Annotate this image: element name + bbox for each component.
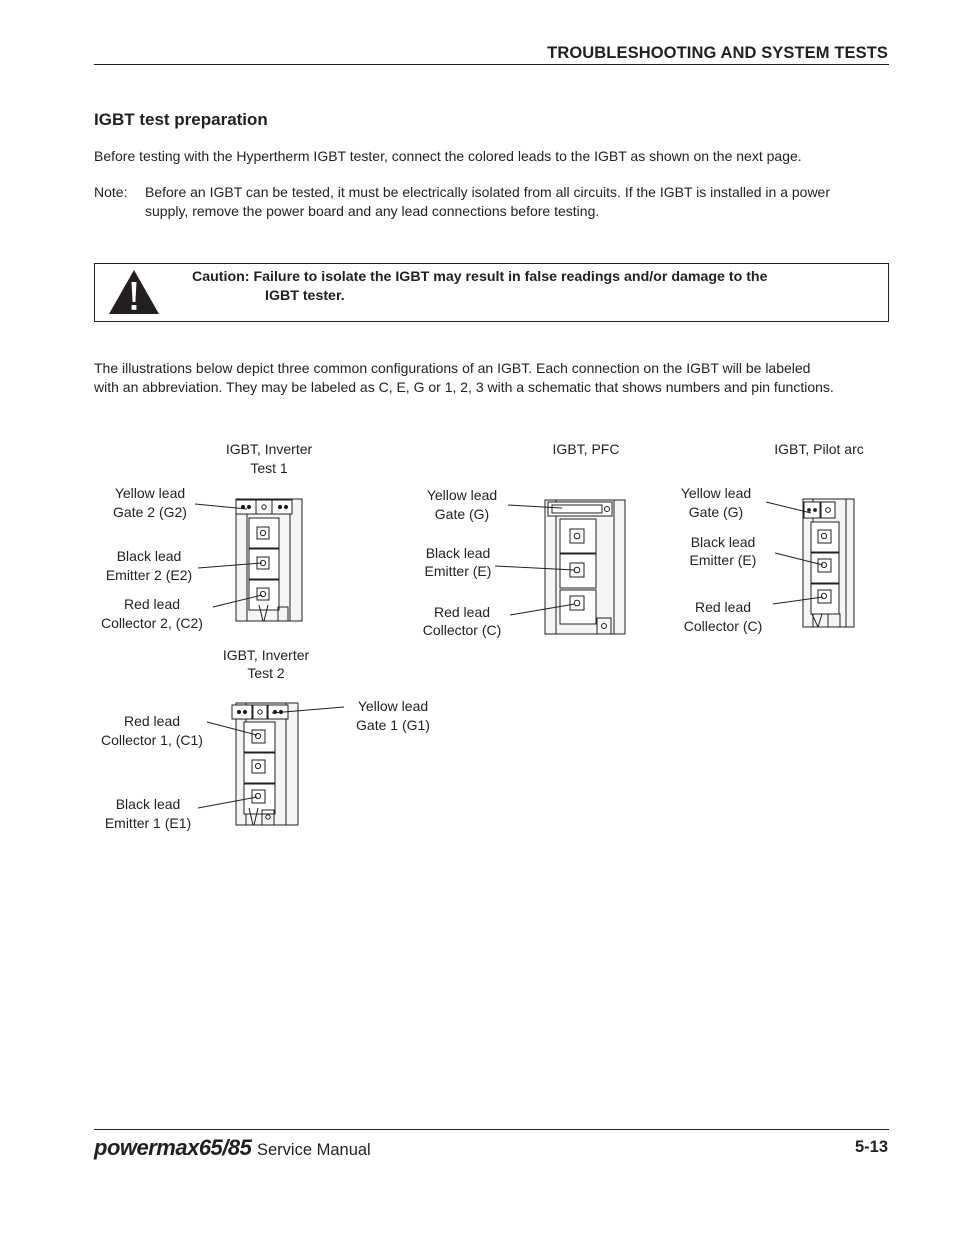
igbt-inverter-test1-module — [236, 499, 302, 621]
inverter1-collector-label-1: Red lead — [123, 596, 181, 612]
pilot-title: IGBT, Pilot arc — [774, 441, 864, 457]
inverter2-emitter-label-2: Emitter 1 (E1) — [104, 815, 192, 831]
pfc-emitter-label-2: Emitter (E) — [424, 563, 492, 579]
inverter1-title-line-2: Test 1 — [250, 460, 288, 476]
inverter2-gate-label-2: Gate 1 (G1) — [356, 717, 430, 733]
section-heading: IGBT test preparation — [94, 110, 268, 129]
pilot-gate-label-1: Yellow lead — [680, 485, 752, 501]
inverter1-emitter-label-1: Black lead — [116, 548, 182, 564]
pilot-collector-label-1: Red lead — [694, 599, 752, 615]
pfc-title: IGBT, PFC — [552, 441, 620, 457]
inverter2-collector-label-1: Red lead — [123, 713, 181, 729]
pilot-emitter-label-2: Emitter (E) — [689, 552, 757, 568]
pilot-gate-label-2: Gate (G) — [688, 504, 744, 520]
caution-line-2: IGBT tester. — [265, 288, 345, 304]
note-line-2: supply, remove the power board and any lead connections before testing. — [145, 203, 600, 219]
caution-line-1: Caution: Failure to isolate the IGBT may result in false readings and/or damage to the — [192, 269, 768, 285]
pfc-collector-label-2: Collector (C) — [422, 622, 502, 638]
inverter1-emitter-label-2: Emitter 2 (E2) — [105, 567, 193, 583]
description-line-2: with an abbreviation. They may be labeled as C, E, G or 1, 2, 3 with a schematic that shows numbers and pin functions. — [94, 379, 834, 395]
inverter1-gate-label-1: Yellow lead — [114, 485, 186, 501]
footer-rule — [94, 1129, 889, 1130]
page-number: 5-13 — [854, 1138, 888, 1156]
pfc-collector-label-1: Red lead — [433, 604, 491, 620]
inverter2-emitter-label-1: Black lead — [115, 796, 181, 812]
pilot-emitter-label-1: Black lead — [690, 534, 756, 550]
description-line-1: The illustrations below depict three common configurations of an IGBT. Each connection on the IGBT will be labeled — [94, 360, 811, 376]
brand-name: powermax65/85 — [94, 1135, 252, 1160]
pilot-collector-label-2: Collector (C) — [683, 618, 763, 634]
inverter1-gate-label-2: Gate 2 (G2) — [113, 504, 187, 520]
pfc-gate-label-1: Yellow lead — [426, 487, 498, 503]
intro-paragraph: Before testing with the Hypertherm IGBT tester, connect the colored leads to the IGBT as shown on the next page. — [94, 148, 802, 164]
igbt-pilot-arc-module — [803, 499, 854, 627]
pfc-gate-label-2: Gate (G) — [434, 506, 490, 522]
note-label: Note: — [94, 184, 128, 200]
inverter1-collector-label-2: Collector 2, (C2) — [101, 615, 203, 631]
inverter2-collector-label-2: Collector 1, (C1) — [101, 732, 203, 748]
inverter2-title-line-1: IGBT, Inverter — [222, 647, 310, 663]
inverter2-title-line-2: Test 2 — [247, 665, 285, 681]
section-title: TROUBLESHOOTING AND SYSTEM TESTS — [547, 44, 888, 62]
pfc-emitter-label-1: Black lead — [425, 545, 491, 561]
inverter2-gate-label-1: Yellow lead — [357, 698, 429, 714]
inverter1-title-line-1: IGBT, Inverter — [225, 441, 313, 457]
footer-brand — [94, 1135, 371, 1161]
note-line-1: Before an IGBT can be tested, it must be electrically isolated from all circuits. If the IGBT is installed in a power — [145, 184, 831, 200]
igbt-pfc-module — [545, 500, 625, 634]
manual-subtitle: Service Manual — [257, 1141, 371, 1159]
igbt-inverter-test2-module — [232, 703, 298, 825]
